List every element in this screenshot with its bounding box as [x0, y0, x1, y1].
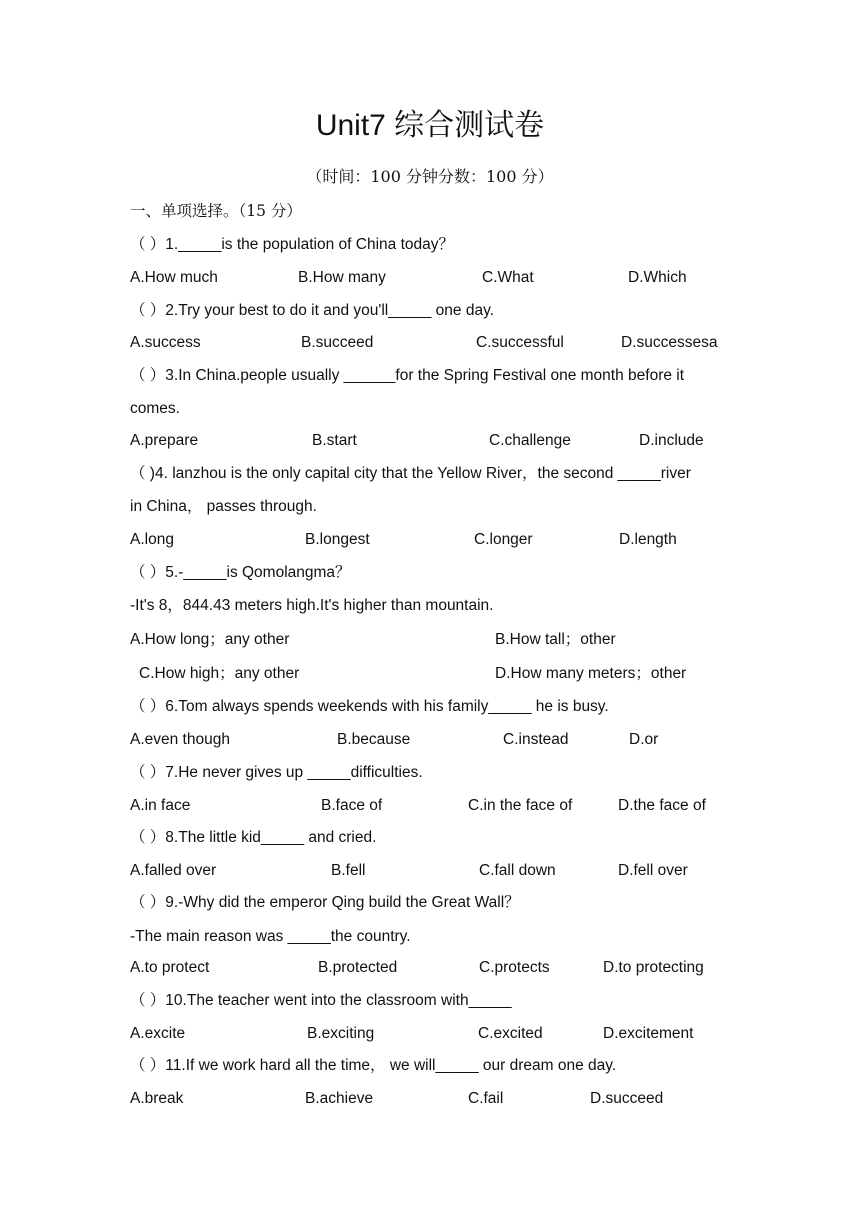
- option-a: A.falled over: [130, 862, 217, 879]
- option-b: B.start: [312, 432, 357, 449]
- question-11-options: [0, 1088, 860, 1110]
- question-3-stem: （ ）3.In China.people usually ______for the Spring Festival one month before it: [130, 367, 685, 384]
- option-c: C.How high；any other: [139, 665, 300, 682]
- question-1-stem: （ ）1._____is the population of China today？: [130, 236, 454, 253]
- question-4-stem: （ )4. lanzhou is the only capital city that the Yellow River，the second _____river: [130, 465, 691, 482]
- option-d: D.to protecting: [603, 959, 704, 976]
- question-3-options: [0, 430, 860, 452]
- option-b: B.face of: [321, 797, 383, 814]
- option-a: A.even though: [130, 731, 230, 748]
- question-8-options: [0, 860, 860, 882]
- question-1-options: [0, 267, 860, 289]
- option-c: C.What: [482, 269, 534, 286]
- question-2-options: [0, 332, 860, 354]
- option-d: D.fell over: [618, 862, 688, 879]
- question-2-stem: （ ）2.Try your best to do it and you'll_____ one day.: [130, 302, 494, 319]
- option-c: C.fall down: [479, 862, 556, 879]
- option-a: A.How much: [130, 269, 218, 286]
- option-c: C.instead: [503, 731, 569, 748]
- option-d: D.length: [619, 531, 677, 548]
- option-b: B.fell: [331, 862, 366, 879]
- option-b: B.achieve: [305, 1090, 374, 1107]
- page-title: Unit7 综合测试卷: [315, 109, 545, 142]
- option-b: B.protected: [318, 959, 398, 976]
- question-5-options-row2: [0, 663, 860, 685]
- option-d: D.include: [639, 432, 704, 449]
- question-6-stem: （ ）6.Tom always spends weekends with his family_____ he is busy.: [130, 698, 609, 715]
- question-5-continuation: -It's 8，844.43 meters high.It's higher than mountain.: [130, 597, 494, 614]
- question-7-stem: （ ）7.He never gives up _____difficulties.: [130, 764, 423, 781]
- option-d: D.or: [629, 731, 659, 748]
- question-6-options: [0, 729, 860, 751]
- option-a: A.How long；any other: [130, 631, 290, 648]
- option-d: D.Which: [628, 269, 687, 286]
- question-5-options-row1: [0, 629, 860, 651]
- option-d: D.the face of: [618, 797, 706, 814]
- option-a: A.excite: [130, 1025, 186, 1042]
- option-b: B.because: [337, 731, 411, 748]
- option-c: C.fail: [468, 1090, 504, 1107]
- option-b: B.succeed: [301, 334, 374, 351]
- option-d: D.excitement: [603, 1025, 694, 1042]
- exam-time-score: （时间：100 分钟分数：100 分）: [306, 167, 554, 186]
- option-d: D.succeed: [590, 1090, 664, 1107]
- option-a: A.long: [130, 531, 174, 548]
- option-c: C.in the face of: [468, 797, 573, 814]
- option-a: A.break: [130, 1090, 184, 1107]
- question-9-options: [0, 957, 860, 979]
- option-b: B.exciting: [307, 1025, 375, 1042]
- option-c: C.challenge: [489, 432, 571, 449]
- question-11-stem: （ ）11.If we work hard all the time， we will_____ our dream one day.: [130, 1057, 617, 1074]
- option-b: B.longest: [305, 531, 370, 548]
- option-a: A.success: [130, 334, 201, 351]
- option-c: C.successful: [476, 334, 564, 351]
- question-9-stem: （ ）9.-Why did the emperor Qing build the Great Wall？: [130, 894, 520, 911]
- question-8-stem: （ ）8.The little kid_____ and cried.: [130, 829, 377, 846]
- section-heading: 一、单项选择。（15 分）: [130, 202, 302, 220]
- question-10-stem: （ ）10.The teacher went into the classroom with_____: [130, 992, 512, 1009]
- option-d: D.successesa: [621, 334, 718, 351]
- question-7-options: [0, 795, 860, 817]
- option-b: B.How tall；other: [495, 631, 616, 648]
- option-a: A.prepare: [130, 432, 199, 449]
- option-d: D.How many meters；other: [495, 665, 687, 682]
- question-4-continuation: in China， passes through.: [130, 498, 317, 515]
- option-a: A.to protect: [130, 959, 210, 976]
- option-b: B.How many: [298, 269, 386, 286]
- option-c: C.longer: [474, 531, 533, 548]
- question-5-stem: （ ）5.-_____is Qomolangma？: [130, 564, 351, 581]
- option-a: A.in face: [130, 797, 191, 814]
- question-3-continuation: comes.: [130, 400, 180, 417]
- option-c: C.excited: [478, 1025, 543, 1042]
- question-4-options: [0, 529, 860, 551]
- question-9-continuation: -The main reason was _____the country.: [130, 928, 411, 945]
- option-c: C.protects: [479, 959, 550, 976]
- question-10-options: [0, 1023, 860, 1045]
